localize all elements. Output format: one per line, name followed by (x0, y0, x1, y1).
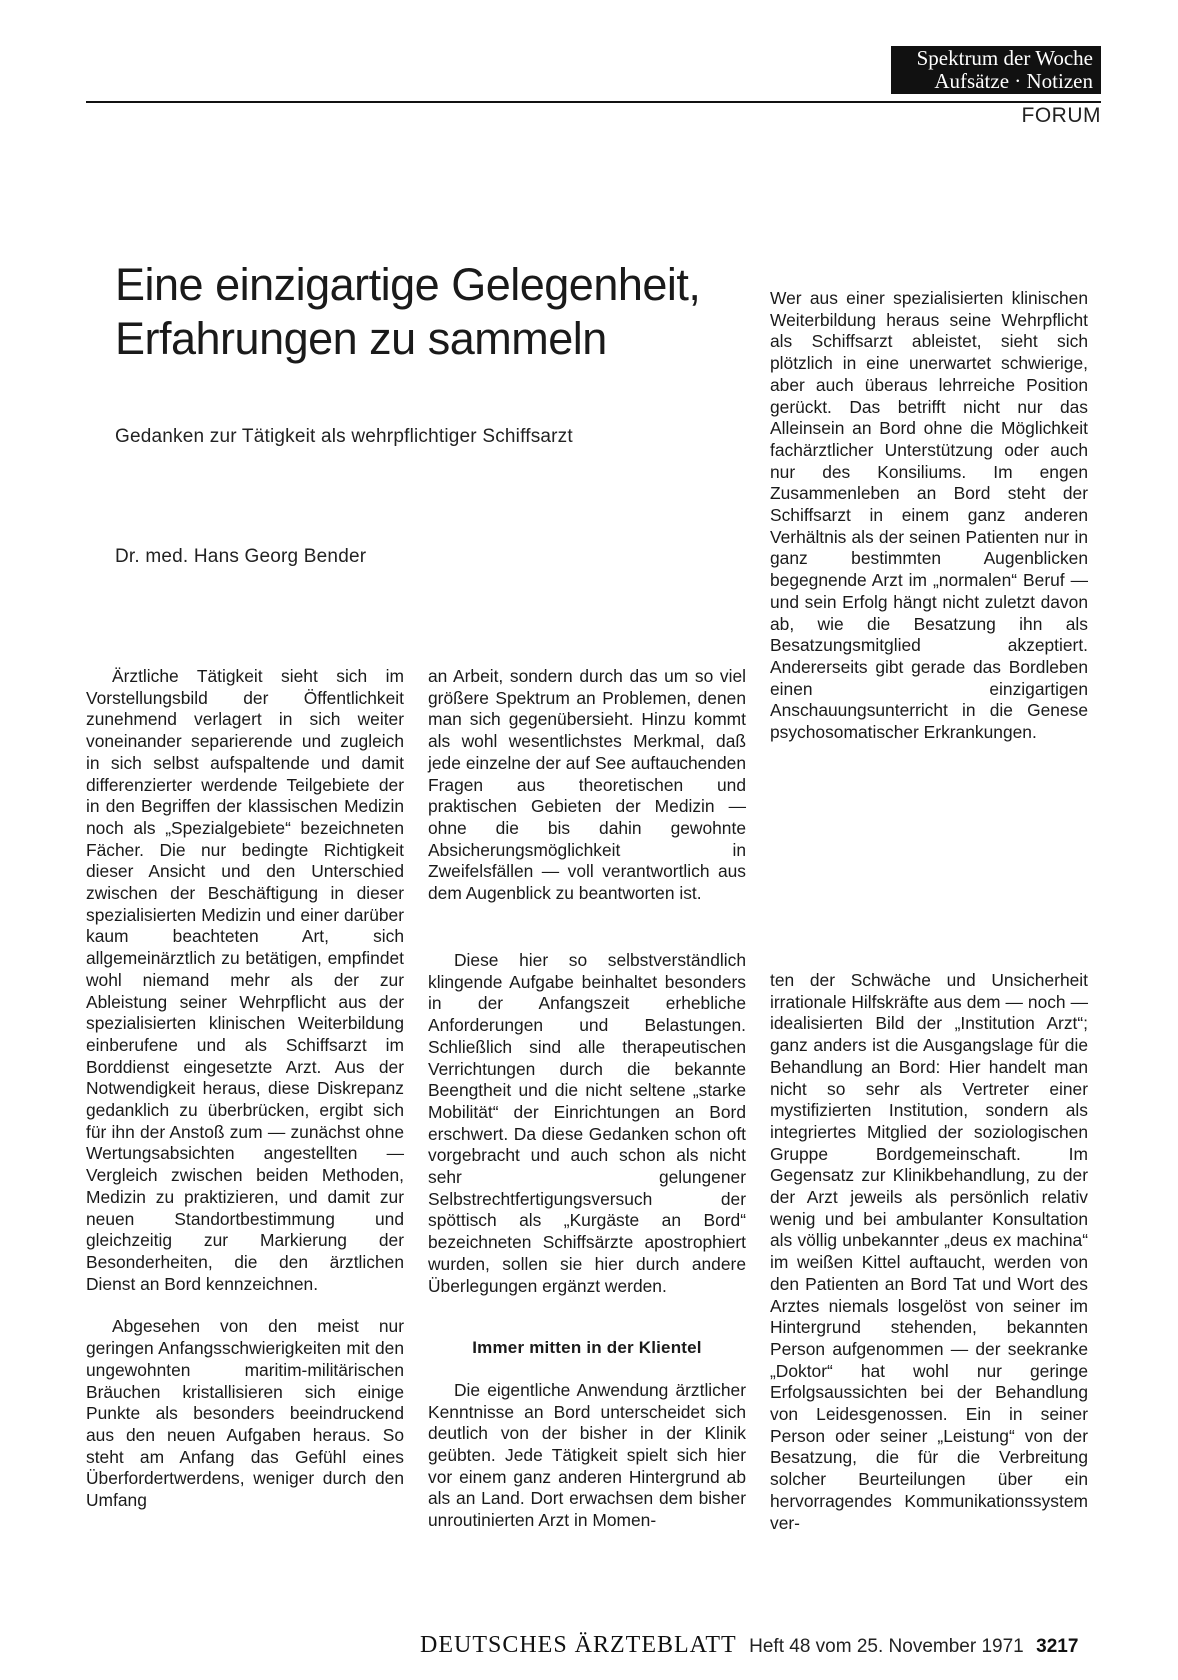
paragraph: Die eigentliche Anwendung ärztlicher Kenntnisse an Bord unterscheidet sich deutlich von der bisher in der Klinik geübten. Jede Tätigkeit spielt sich hier vor einem ganz anderen Hintergrund ab als an Land. Dort erwachsen dem bisher unroutinierten Arzt in Momen- (428, 1379, 746, 1531)
text-column-3-top (770, 288, 1088, 744)
paragraph: Abgesehen von den meist nur geringen Anfangsschwierigkeiten mit den ungewohnten maritim-militärischen Bräuchen kristallisieren sich einige Punkte als besonders beeindruckend aus den neuen Aufgaben heraus. So steht am Anfang das Gefühl eines Überfordertwerdens, weniger durch den Umfang (86, 1316, 404, 1511)
article-subtitle: Gedanken zur Tätigkeit als wehrpflichtiger Schiffsarzt (115, 426, 573, 447)
page-number: 3217 (1036, 1636, 1079, 1657)
text-column-3-bottom (770, 970, 1088, 1534)
issue-info: Heft 48 vom 25. November 1971 (749, 1636, 1024, 1657)
paragraph: ten der Schwäche und Unsicherheit irrationale Hilfskräfte aus dem — noch — idealisierten Bild der „Institution Arzt“; ganz anders ist die Ausgangslage für die Behandlung an Bord: Hier handelt man nicht so sehr als Vertreter einer mystifizierten Institution, sondern als integriertes Mitglied der soziologischen Gruppe Bordgemeinschaft. Im Gegensatz zur Klinikbehandlung, zu der der Arzt jeweils als persönlich relativ wenig und bei ambulanter Konsultation als völlig unbekannter „deus ex machina“ im weißen Kittel auftaucht, werden von den Patienten an Bord Tat und Wort des Arztes niemals losgelöst von seiner im Hintergrund stehenden, bekannten Person aufgenommen — der seekranke „Doktor“ hat wohl nur geringe Erfolgsaussichten bei der Behandlung von Leidesgenossen. Ein in seiner Person oder seiner „Leistung“ von der Besatzung, die für die Verbreitung solcher Beurteilungen über ein hervorragendes Kommunikationssystem ver- (770, 970, 1088, 1533)
badge-line-2: Aufsätze · Notizen (934, 69, 1093, 93)
article-title (115, 258, 735, 366)
title-line-1: Eine einzigartige Gelegenheit, (115, 259, 701, 310)
paragraph: an Arbeit, sondern durch das um so viel größere Spektrum an Problemen, denen man sich gegenübersieht. Hinzu kommt als wohl wesentlichstes Merkmal, daß jede einzelne der auf See auftauchenden Fragen aus theoretischen und praktischen Gebieten der Medizin — ohne die bis dahin gewohnte Absicherungsmöglichkeit in Zweifelsfällen — voll verantwortlich aus dem Augenblick zu beantworten ist. (428, 666, 746, 904)
subheading: Immer mitten in der Klientel (472, 1338, 702, 1358)
text-column-2-bottom (428, 950, 746, 1532)
paragraph: Ärztliche Tätigkeit sieht sich im Vorstellungsbild der Öffentlichkeit zunehmend verlagert in sich weiter voneinander separierende und zugleich in sich selbst aufspaltende und damit differenzierter werdende Teilgebiete der in den Begriffen der klassischen Medizin noch als „Spezialgebiete“ bezeichneten Fächer. Die nur bedingte Richtigkeit dieser Ansicht und den Unterschied zwischen der Beschäftigung in dieser spezialisierten Medizin und einer darüber kaum beachteten Art, sich allgemeinärztlich zu betätigen, empfindet wohl niemand mehr als der zur Ableistung seiner Wehrpflicht aus der spezialisierten klinischen Weiterbildung einberufene und als Schiffsarzt im Borddienst eingesetzte Arzt. Aus der Notwendigkeit heraus, diese Diskrepanz gedanklich zu überbrücken, ergibt sich für ihn der Anstoß zum — zunächst ohne Wertungsabsichten angestellten — Vergleich zwischen beiden Methoden, Medizin zu praktizieren, und damit zur neuen Standortbestimmung und gleichzeitig zur Markierung der Besonderheiten, die den ärztlichen Dienst an Bord kennzeichnen. (86, 666, 404, 1294)
section-label: FORUM (1021, 104, 1101, 127)
header-rule (86, 101, 1101, 103)
text-column-2 (428, 666, 746, 905)
article-author: Dr. med. Hans Georg Bender (115, 546, 367, 567)
paragraph: Diese hier so selbstverständlich klingende Aufgabe beinhaltet besonders in der Anfangszeit erhebliche Anforderungen und Belastungen. Schließlich sind alle therapeutischen Verrichtungen durch die bekannte Beengtheit und die nicht seltene „starke Mobilität“ der Einrichtungen an Bord erschwert. Da diese Gedanken schon oft vorgebracht und auch schon als nicht sehr gelungener Selbstrechtfertigungsversuch der spöttisch als „Kurgäste an Bord“ bezeichneten Schiffsärzte apostrophiert wurden, sollen sie hier durch andere Überlegungen ergänzt werden. (428, 950, 746, 1296)
title-line-2: Erfahrungen zu sammeln (115, 313, 607, 364)
text-column-1 (86, 666, 404, 1512)
page-footer (420, 1632, 1078, 1659)
paragraph: Wer aus einer spezialisierten klinischen Weiterbildung heraus seine Wehrpflicht als Schiffsarzt ableistet, sieht sich plötzlich in eine unerwartet schwierige, aber auch überaus lehrreiche Position gerückt. Das betrifft nicht nur das Alleinsein an Bord ohne die Möglichkeit fachärztlicher Unterstützung oder auch nur des Konsiliums. Im engen Zusammenleben an Bord steht der Schiffsarzt in einem ganz anderen Verhältnis als der seinen Patienten nur in ganz bestimmten Augenblicken begegnende Arzt im „normalen“ Beruf — und sein Erfolg hängt nicht zuletzt davon ab, wie die Besatzung ihn als Besatzungsmitglied akzeptiert. Andererseits gibt gerade das Bordleben einen einzigartigen Anschauungsunterricht in die Genese psychosomatischer Erkrankungen. (770, 288, 1088, 743)
journal-name: DEUTSCHES ÄRZTEBLATT (420, 1632, 737, 1658)
section-badge (891, 46, 1101, 94)
badge-line-1: Spektrum der Woche (916, 46, 1093, 70)
